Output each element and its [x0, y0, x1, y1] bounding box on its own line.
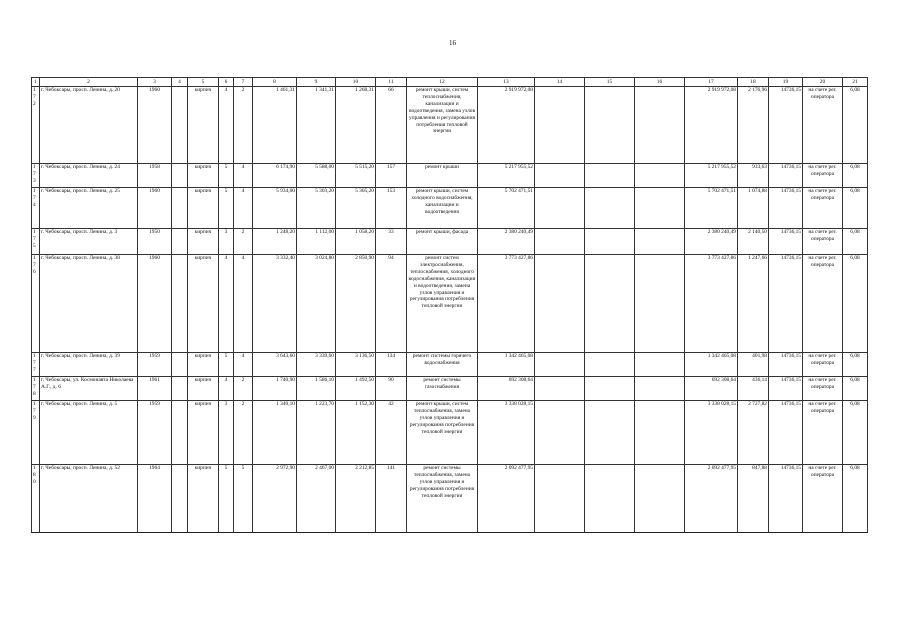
cell-c15	[585, 229, 635, 255]
cell-addr: г. Чебоксары, просп. Ленина, д. 20	[40, 87, 138, 164]
cell-c14	[535, 401, 585, 465]
table-row	[32, 377, 868, 401]
cell-a1: 1 740,90	[253, 377, 297, 401]
cell-c20: на счете рег. оператора	[803, 229, 843, 255]
cell-res: 94	[376, 255, 407, 353]
cell-c20: на счете рег. оператора	[803, 188, 843, 229]
cell-year: 1960	[138, 255, 172, 353]
cell-mat: кирпич	[188, 87, 219, 164]
cell-n: 174	[32, 188, 40, 229]
cell-c21: 6,08	[843, 164, 868, 188]
cell-res: 33	[376, 229, 407, 255]
table-row	[32, 255, 868, 353]
cell-cost: 2 380 240,49	[478, 229, 535, 255]
column-number-cell: 13	[478, 78, 535, 87]
column-number-cell: 5	[188, 78, 219, 87]
cell-a1: 5 934,00	[253, 188, 297, 229]
cell-mat: кирпич	[188, 255, 219, 353]
cell-a1: 1 461,31	[253, 87, 297, 164]
cell-addr: г. Чебоксары, просп. Ленина, д. 5	[40, 401, 138, 465]
table-row	[32, 87, 868, 164]
column-number-cell: 14	[535, 78, 585, 87]
cell-c16	[635, 377, 685, 401]
cell-c19: 14736,15	[769, 465, 803, 533]
column-number-cell: 17	[685, 78, 738, 87]
cell-c4	[172, 188, 188, 229]
cell-c14	[535, 188, 585, 229]
cell-ent: 4	[234, 164, 253, 188]
cell-mat: кирпич	[188, 401, 219, 465]
cell-c20: на счете рег. оператора	[803, 353, 843, 377]
cell-c14	[535, 164, 585, 188]
cell-c17: 3 773 427,86	[685, 255, 738, 353]
cell-n: 176	[32, 255, 40, 353]
cell-c21: 6,08	[843, 401, 868, 465]
cell-c15	[585, 377, 635, 401]
cell-work: ремонт крыши, систем теплоснабжения, канализации и водоотведения, замена узлов управления и регулирования потребления тепловой энергии	[407, 87, 478, 164]
cell-n: 175	[32, 229, 40, 255]
cell-c16	[635, 255, 685, 353]
cell-c19: 14736,15	[769, 255, 803, 353]
cell-work: ремонт крыши, систем теплоснабжения, замена узлов управления и регулирования потребления тепловой энергии	[407, 401, 478, 465]
cell-year: 1964	[138, 465, 172, 533]
cell-a3: 1 492,50	[336, 377, 376, 401]
cell-work: ремонт системы газоснабжения	[407, 377, 478, 401]
column-number-cell: 8	[253, 78, 297, 87]
cell-a3: 3 136,50	[336, 353, 376, 377]
cell-c21: 6,08	[843, 353, 868, 377]
column-number-cell: 15	[585, 78, 635, 87]
cell-c17: 2 092 477,95	[685, 465, 738, 533]
table-row	[32, 164, 868, 188]
page-number: 16	[449, 39, 456, 47]
column-number-cell: 11	[376, 78, 407, 87]
cell-ent: 2	[234, 229, 253, 255]
cell-c18: 1 247,66	[738, 255, 769, 353]
cell-n: 180	[32, 465, 40, 533]
cell-a3: 1 268,31	[336, 87, 376, 164]
cell-a3: 1 152,30	[336, 401, 376, 465]
cell-a2: 1 223,70	[297, 401, 336, 465]
cell-mat: кирпич	[188, 377, 219, 401]
cell-c14	[535, 465, 585, 533]
column-number-cell: 19	[769, 78, 803, 87]
cell-c18: 2 727,82	[738, 401, 769, 465]
cell-c14	[535, 229, 585, 255]
cell-floors: 4	[219, 87, 234, 164]
cell-a1: 1 248,20	[253, 229, 297, 255]
cell-c21: 6,08	[843, 229, 868, 255]
cell-year: 1960	[138, 188, 172, 229]
cell-c15	[585, 353, 635, 377]
cell-a3: 1 058,20	[336, 229, 376, 255]
column-number-cell: 10	[336, 78, 376, 87]
cell-res: 157	[376, 164, 407, 188]
cell-a3: 2 212,85	[336, 465, 376, 533]
cell-c15	[585, 164, 635, 188]
cell-addr: г. Чебоксары, просп. Ленина, д. 38	[40, 255, 138, 353]
cell-year: 1961	[138, 377, 172, 401]
cell-a3: 5 515,20	[336, 164, 376, 188]
cell-c21: 6,08	[843, 255, 868, 353]
cell-c19: 14736,15	[769, 401, 803, 465]
cell-a1: 6 174,90	[253, 164, 297, 188]
cell-ent: 5	[234, 465, 253, 533]
cell-c19: 14736,15	[769, 353, 803, 377]
cell-a2: 1 586,10	[297, 377, 336, 401]
column-number-cell: 18	[738, 78, 769, 87]
table-row	[32, 229, 868, 255]
cell-c18: 436,14	[738, 377, 769, 401]
cell-c16	[635, 229, 685, 255]
column-number-cell: 12	[407, 78, 478, 87]
cell-c18: 2 176,96	[738, 87, 769, 164]
cell-c4	[172, 377, 188, 401]
cell-a2: 5 303,20	[297, 188, 336, 229]
cell-c16	[635, 465, 685, 533]
cell-work: ремонт системы горячего водоснабжения	[407, 353, 478, 377]
cell-c20: на счете рег. оператора	[803, 401, 843, 465]
cell-c16	[635, 188, 685, 229]
cell-ent: 4	[234, 188, 253, 229]
cell-ent: 2	[234, 401, 253, 465]
cell-c4	[172, 353, 188, 377]
cell-cost: 5 217 955,52	[478, 164, 535, 188]
cell-cost: 692 308,64	[478, 377, 535, 401]
cell-c21: 6,08	[843, 188, 868, 229]
cell-cost: 3 773 427,86	[478, 255, 535, 353]
cell-c19: 14736,15	[769, 164, 803, 188]
column-number-cell: 1	[32, 78, 40, 87]
cell-n: 173	[32, 164, 40, 188]
cell-year: 1959	[138, 401, 172, 465]
cell-floors: 5	[219, 164, 234, 188]
cell-addr: г. Чебоксары, просп. Ленина, д. 3	[40, 229, 138, 255]
cell-floors: 5	[219, 465, 234, 533]
cell-c16	[635, 87, 685, 164]
cell-ent: 2	[234, 377, 253, 401]
cell-work: ремонт крыши, фасада	[407, 229, 478, 255]
cell-year: 1959	[138, 353, 172, 377]
cell-a1: 3 643,60	[253, 353, 297, 377]
cell-c19: 14736,15	[769, 188, 803, 229]
column-number-cell: 3	[138, 78, 172, 87]
cell-n: 178	[32, 377, 40, 401]
cell-mat: кирпич	[188, 353, 219, 377]
cell-c14	[535, 87, 585, 164]
cell-res: 66	[376, 87, 407, 164]
cell-c20: на счете рег. оператора	[803, 255, 843, 353]
cell-a2: 2 467,00	[297, 465, 336, 533]
cell-res: 134	[376, 353, 407, 377]
cell-work: ремонт крыши, систем холодного водоснабжения, канализации и водоотведения	[407, 188, 478, 229]
cell-c21: 6,08	[843, 465, 868, 533]
cell-a2: 3 024,80	[297, 255, 336, 353]
cell-year: 1958	[138, 164, 172, 188]
cell-c18: 401,98	[738, 353, 769, 377]
cell-c19: 14736,15	[769, 87, 803, 164]
cell-c17: 3 338 028,15	[685, 401, 738, 465]
cell-c18: 2 140,50	[738, 229, 769, 255]
cell-cost: 2 092 477,95	[478, 465, 535, 533]
cell-c21: 6,08	[843, 87, 868, 164]
cell-a3: 5 305,20	[336, 188, 376, 229]
cell-floors: 4	[219, 377, 234, 401]
cell-c15	[585, 401, 635, 465]
cell-ent: 2	[234, 87, 253, 164]
cell-work: ремонт системы теплоснабжения, замена узлов управления и регулирования потребления тепловой энергии	[407, 465, 478, 533]
cell-a2: 1 341,31	[297, 87, 336, 164]
cell-c15	[585, 188, 635, 229]
cell-floors: 3	[219, 229, 234, 255]
cell-c18: 847,88	[738, 465, 769, 533]
cell-cost: 5 702 471,51	[478, 188, 535, 229]
cell-res: 141	[376, 465, 407, 533]
cell-c18: 933,63	[738, 164, 769, 188]
cell-a2: 1 112,00	[297, 229, 336, 255]
cell-c19: 14736,15	[769, 377, 803, 401]
cell-c16	[635, 164, 685, 188]
cell-addr: г. Чебоксары, просп. Ленина, д. 39	[40, 353, 138, 377]
cell-a1: 3 332,40	[253, 255, 297, 353]
cell-cost: 3 338 028,15	[478, 401, 535, 465]
cell-c16	[635, 401, 685, 465]
cell-addr: г. Чебоксары, ул. Космонавта Николаева А.Г., д. 6	[40, 377, 138, 401]
cell-mat: кирпич	[188, 188, 219, 229]
cell-c17: 1 342 465,08	[685, 353, 738, 377]
table-row	[32, 188, 868, 229]
cell-c19: 14736,15	[769, 229, 803, 255]
column-number-cell: 2	[40, 78, 138, 87]
cell-floors: 5	[219, 188, 234, 229]
cell-n: 179	[32, 401, 40, 465]
cell-a1: 2 972,90	[253, 465, 297, 533]
cell-res: 42	[376, 401, 407, 465]
cell-c15	[585, 87, 635, 164]
table-row	[32, 353, 868, 377]
cell-c21: 6,08	[843, 377, 868, 401]
cell-c14	[535, 377, 585, 401]
cell-floors: 4	[219, 255, 234, 353]
column-number-cell: 7	[234, 78, 253, 87]
cell-a3: 2 850,90	[336, 255, 376, 353]
column-number-cell: 4	[172, 78, 188, 87]
cell-c4	[172, 255, 188, 353]
cell-a2: 5 588,00	[297, 164, 336, 188]
cell-c17: 2 919 972,08	[685, 87, 738, 164]
cell-n: 172	[32, 87, 40, 164]
column-number-cell: 9	[297, 78, 336, 87]
cell-floors: 3	[219, 401, 234, 465]
cell-n: 177	[32, 353, 40, 377]
cell-year: 1950	[138, 229, 172, 255]
column-number-cell: 6	[219, 78, 234, 87]
cell-c20: на счете рег. оператора	[803, 377, 843, 401]
cell-c14	[535, 255, 585, 353]
table-row	[32, 401, 868, 465]
cell-res: 153	[376, 188, 407, 229]
cell-addr: г. Чебоксары, просп. Ленина, д. 52	[40, 465, 138, 533]
column-number-cell: 16	[635, 78, 685, 87]
cell-ent: 4	[234, 255, 253, 353]
cell-year: 1960	[138, 87, 172, 164]
column-number-cell: 20	[803, 78, 843, 87]
cell-addr: г. Чебоксары, просп. Ленина, д. 24	[40, 164, 138, 188]
cell-mat: кирпич	[188, 164, 219, 188]
table-row	[32, 465, 868, 533]
cell-c4	[172, 401, 188, 465]
cell-ent: 4	[234, 353, 253, 377]
cell-c17: 5 217 955,52	[685, 164, 738, 188]
capital-repair-table	[31, 77, 868, 533]
cell-cost: 2 919 972,08	[478, 87, 535, 164]
column-number-cell: 21	[843, 78, 868, 87]
cell-cost: 1 342 465,08	[478, 353, 535, 377]
cell-c14	[535, 353, 585, 377]
cell-c4	[172, 465, 188, 533]
cell-c17: 2 380 240,49	[685, 229, 738, 255]
cell-floors: 5	[219, 353, 234, 377]
cell-c4	[172, 229, 188, 255]
column-number-row	[32, 78, 868, 87]
cell-work: ремонт систем электроснабжения, теплоснабжения, холодного водоснабжения, канализации и водоотведения, замена узлов управления и регулирования потребления тепловой энергии	[407, 255, 478, 353]
cell-c18: 1 074,88	[738, 188, 769, 229]
cell-c20: на счете рег. оператора	[803, 465, 843, 533]
cell-mat: кирпич	[188, 229, 219, 255]
cell-addr: г. Чебоксары, просп. Ленина, д. 25	[40, 188, 138, 229]
cell-c4	[172, 87, 188, 164]
cell-res: 90	[376, 377, 407, 401]
cell-c4	[172, 164, 188, 188]
cell-c20: на счете рег. оператора	[803, 87, 843, 164]
cell-work: ремонт крыши	[407, 164, 478, 188]
cell-mat: кирпич	[188, 465, 219, 533]
cell-a2: 3 339,60	[297, 353, 336, 377]
cell-c15	[585, 255, 635, 353]
cell-c17: 5 702 471,51	[685, 188, 738, 229]
table-body	[32, 78, 868, 533]
cell-c17: 692 308,64	[685, 377, 738, 401]
cell-c16	[635, 353, 685, 377]
cell-c20: на счете рег. оператора	[803, 164, 843, 188]
cell-c15	[585, 465, 635, 533]
cell-a1: 1 340,10	[253, 401, 297, 465]
